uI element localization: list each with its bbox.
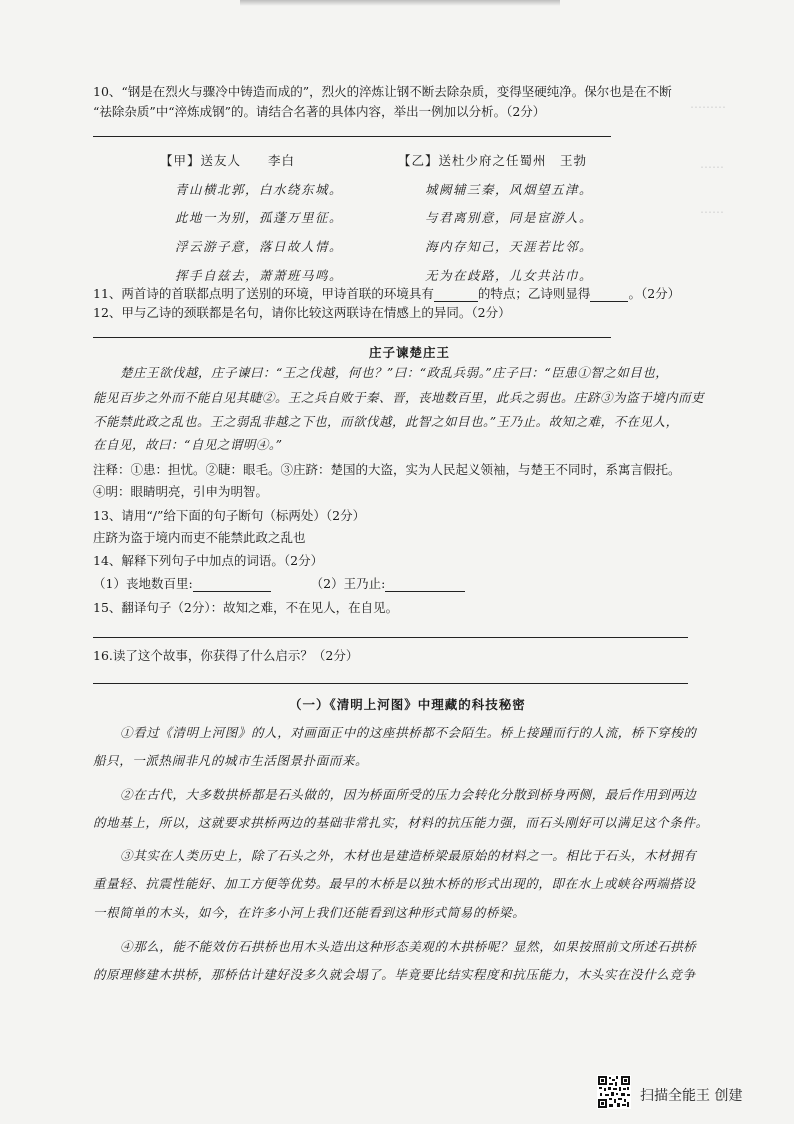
answer-blank[interactable] (590, 288, 628, 302)
bleed-through-mark: ⋯⋯⋯ (690, 100, 726, 114)
classical-line: 不能禁此政之乱也。王之弱乱非越之下也，而欲伐越，此智之如目也。”王乃止。故知之难，不在见人， (93, 414, 679, 429)
question-11-part3: 。（2分） (628, 286, 681, 301)
article-line: ④那么，能不能效仿石拱桥也用木头造出这种形态美观的木拱桥呢？显然，如果按照前文所述石拱桥 (120, 939, 697, 954)
article-line: ②在古代，大多数拱桥都是石头做的，因为桥面所受的压力会转化分散到桥身两侧，最后作用到两边 (120, 787, 697, 802)
classical-line: 楚庄王欲伐越，庄子谏曰：“王之伐越，何也？”曰：“政乱兵弱。”庄子曰：“臣患①智之如目也， (120, 365, 669, 380)
question-11-part2: 的特点；乙诗则显得 (477, 286, 591, 301)
article-line: ①看过《清明上河图》的人，对画面正中的这座拱桥都不会陌生。桥上接踵而行的人流，桥下穿梭的 (120, 725, 697, 740)
poem-jia-title: 【甲】送友人 李白 (160, 153, 296, 168)
article-title: （一）《清明上河图》中理藏的科技秘密 (289, 697, 526, 712)
qr-code-icon[interactable] (597, 1075, 631, 1109)
question-15: 15、翻译句子（2分）：故知之难，不在见人，在自见。 (93, 600, 399, 615)
question-14-b: （2）王乃止: (310, 576, 386, 591)
poem-jia-line: 浮云游子意，落日故人情。 (175, 239, 344, 254)
article-line: ③其实在人类历史上，除了石头之外，木材也是建造桥梁最原始的材料之一。相比于石头，木材拥有 (120, 848, 697, 863)
question-10-line2: “祛除杂质”中“淬炼成钢”的。请结合名著的具体内容，举出一例加以分析。（2分） (93, 104, 546, 119)
classical-title: 庄子谏楚庄王 (369, 345, 451, 360)
poem-yi-line: 与君离别意，同是宦游人。 (425, 210, 594, 225)
question-10-line1: 10、“钢是在烈火与骤冷中铸造而成的”，烈火的淬炼让钢不断去除杂质，变得坚硬纯净。保尔也是在不断 (93, 84, 672, 99)
answer-blank[interactable] (385, 578, 465, 592)
article-line: 重量轻、抗震性能好、加工方便等优势。最早的木桥是以独木桥的形式出现的，即在水上或峡谷两端搭设 (93, 876, 696, 891)
answer-line[interactable] (93, 136, 611, 137)
article-line: 的原理修建木拱桥，那桥估计建好没多久就会塌了。毕竟要比结实程度和抗压能力，木头实在没什么竞争 (93, 967, 696, 982)
question-14-items (93, 576, 465, 592)
question-11 (93, 286, 680, 302)
question-11-part1: 11、两首诗的首联都点明了送别的环境，甲诗首联的环境具有 (93, 286, 434, 301)
classical-note: 注释：①患：担忧。②睫：眼毛。③庄跻：楚国的大盗，实为人民起义领袖，与楚王不同时，系寓言假托。 (93, 462, 681, 477)
answer-line[interactable] (93, 337, 611, 338)
scanner-watermark: 扫描全能王 创建 (640, 1088, 743, 1104)
question-14-a: （1）丧地数百里: (93, 576, 193, 591)
classical-line: 能见百步之外而不能自见其睫②。王之兵自败于秦、晋，丧地数百里，此兵之弱也。庄跻③为盗于境内而吏 (93, 390, 705, 405)
question-12: 12、甲与乙诗的颈联都是名句，请你比较这两联诗在情感上的异同。（2分） (93, 305, 511, 320)
poem-yi-line: 海内存知己，天涯若比邻。 (425, 239, 594, 254)
poem-yi-line: 无为在歧路，儿女共沾巾。 (425, 268, 594, 283)
question-13: 13、请用“/”给下面的句子断句（标两处）（2分） (93, 508, 366, 523)
question-16: 16.读了这个故事，你获得了什么启示？（2分） (93, 648, 359, 663)
poem-yi-title: 【乙】送杜少府之任蜀州 王勃 (398, 153, 588, 168)
question-13-sentence: 庄跻为盗于境内而吏不能禁此政之乱也 (93, 530, 306, 545)
poem-jia-line: 此地一为别，孤蓬万里征。 (175, 210, 344, 225)
answer-blank[interactable] (434, 288, 478, 302)
bleed-through-mark: ⋯⋯ (700, 160, 724, 174)
answer-line[interactable] (93, 683, 688, 684)
scan-shadow (240, 0, 560, 6)
article-line: 的地基上，所以，这就要求拱桥两边的基础非常扎实，材料的抗压能力强，而石头刚好可以满足这个条件。 (93, 815, 709, 830)
bleed-through-mark: ⋯⋯ (700, 205, 724, 219)
article-line: 一根简单的木头，如今，在许多小河上我们还能看到这种形式简易的桥梁。 (93, 905, 526, 920)
answer-line[interactable] (93, 637, 688, 638)
poem-jia-line: 青山横北郭，白水绕东城。 (175, 182, 344, 197)
classical-note: ④明：眼睛明亮，引申为明智。 (93, 484, 269, 499)
answer-blank[interactable] (193, 578, 271, 592)
poem-jia-line: 挥手自兹去，萧萧班马鸣。 (175, 268, 344, 283)
poem-yi-line: 城阙辅三秦，风烟望五津。 (425, 182, 594, 197)
classical-line: 在自见，故曰：“自见之谓明④。” (93, 437, 283, 452)
article-line: 船只，一派热闹非凡的城市生活图景扑面而来。 (93, 753, 369, 768)
question-14: 14、解释下列句子中加点的词语。（2分） (93, 553, 324, 568)
